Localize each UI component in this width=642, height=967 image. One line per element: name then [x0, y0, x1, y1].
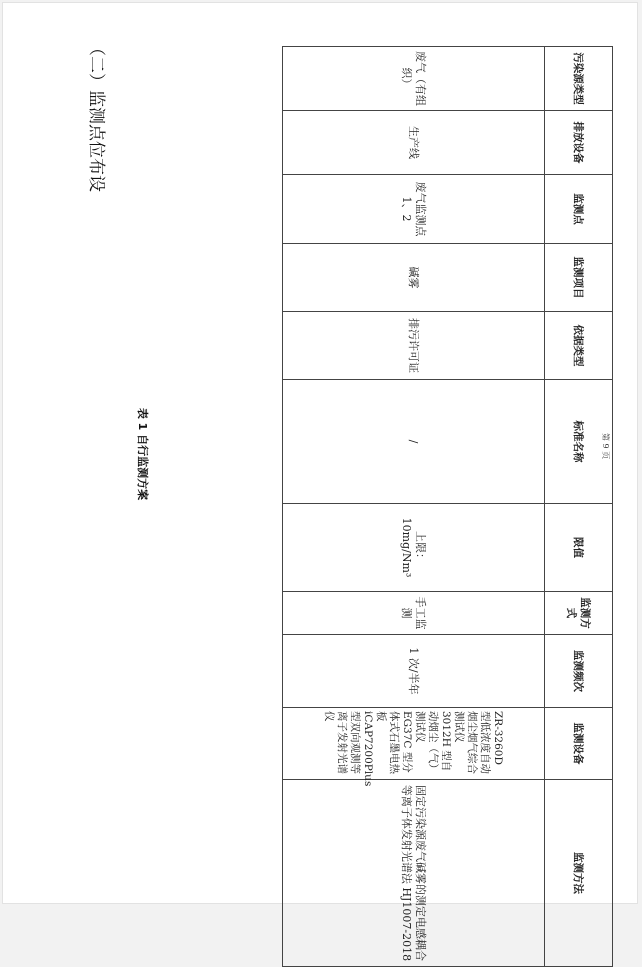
cell-method: 固定污染源废气碱雾的测定电感耦合等离子体发射光谱法 HJ1007-2018 — [283, 780, 545, 967]
cell-limit — [283, 504, 545, 592]
cell-mode: 手工监测 — [283, 592, 545, 635]
header-item: 监测项目 — [545, 244, 613, 312]
cell-basis: 排污许可证 — [283, 312, 545, 380]
header-method: 监测方法 — [545, 780, 613, 967]
cell-point: 废气监测点 1、2 — [283, 175, 545, 244]
cell-standard: / — [283, 380, 545, 504]
limit-value: 10mg/Nm³ — [400, 517, 414, 578]
cell-device: ZR-3260D 型低浓度自动烟尘烟气综合测试仪 3012H 型自动烟尘（气）测试仪 EG37C 型分体式石墨电热板 iCAP7200Plus 型双向观测等离子发射光谱仪 — [283, 708, 545, 780]
cell-source-type: 废气（有组织） — [283, 47, 545, 111]
cell-frequency: 1 次/半年 — [283, 635, 545, 708]
header-device: 监测设备 — [545, 708, 613, 780]
cell-item: 碱雾 — [283, 244, 545, 312]
page-number: 第 9 页 — [601, 433, 610, 460]
header-basis: 依据类型 — [545, 312, 613, 380]
header-source-type: 污染源类型 — [545, 47, 613, 111]
rotated-page-content — [3, 3, 639, 962]
header-standard: 标准名称 — [545, 380, 613, 504]
table-row — [283, 47, 545, 967]
header-point: 监测点 — [545, 175, 613, 244]
header-equipment: 排放设备 — [545, 111, 613, 175]
cell-equipment: 生产线 — [283, 111, 545, 175]
section-title: （二）监测点位布设 — [86, 39, 106, 192]
header-mode: 监测方式 — [545, 592, 613, 635]
table-caption: 表 1 自行监测方案 — [136, 407, 149, 501]
limit-label: 上限： — [414, 531, 428, 564]
table-header-row — [545, 47, 613, 967]
monitoring-plan-table — [282, 46, 613, 967]
header-frequency: 监测频次 — [545, 635, 613, 708]
document-page — [2, 2, 638, 962]
header-limit: 限值 — [545, 504, 613, 592]
